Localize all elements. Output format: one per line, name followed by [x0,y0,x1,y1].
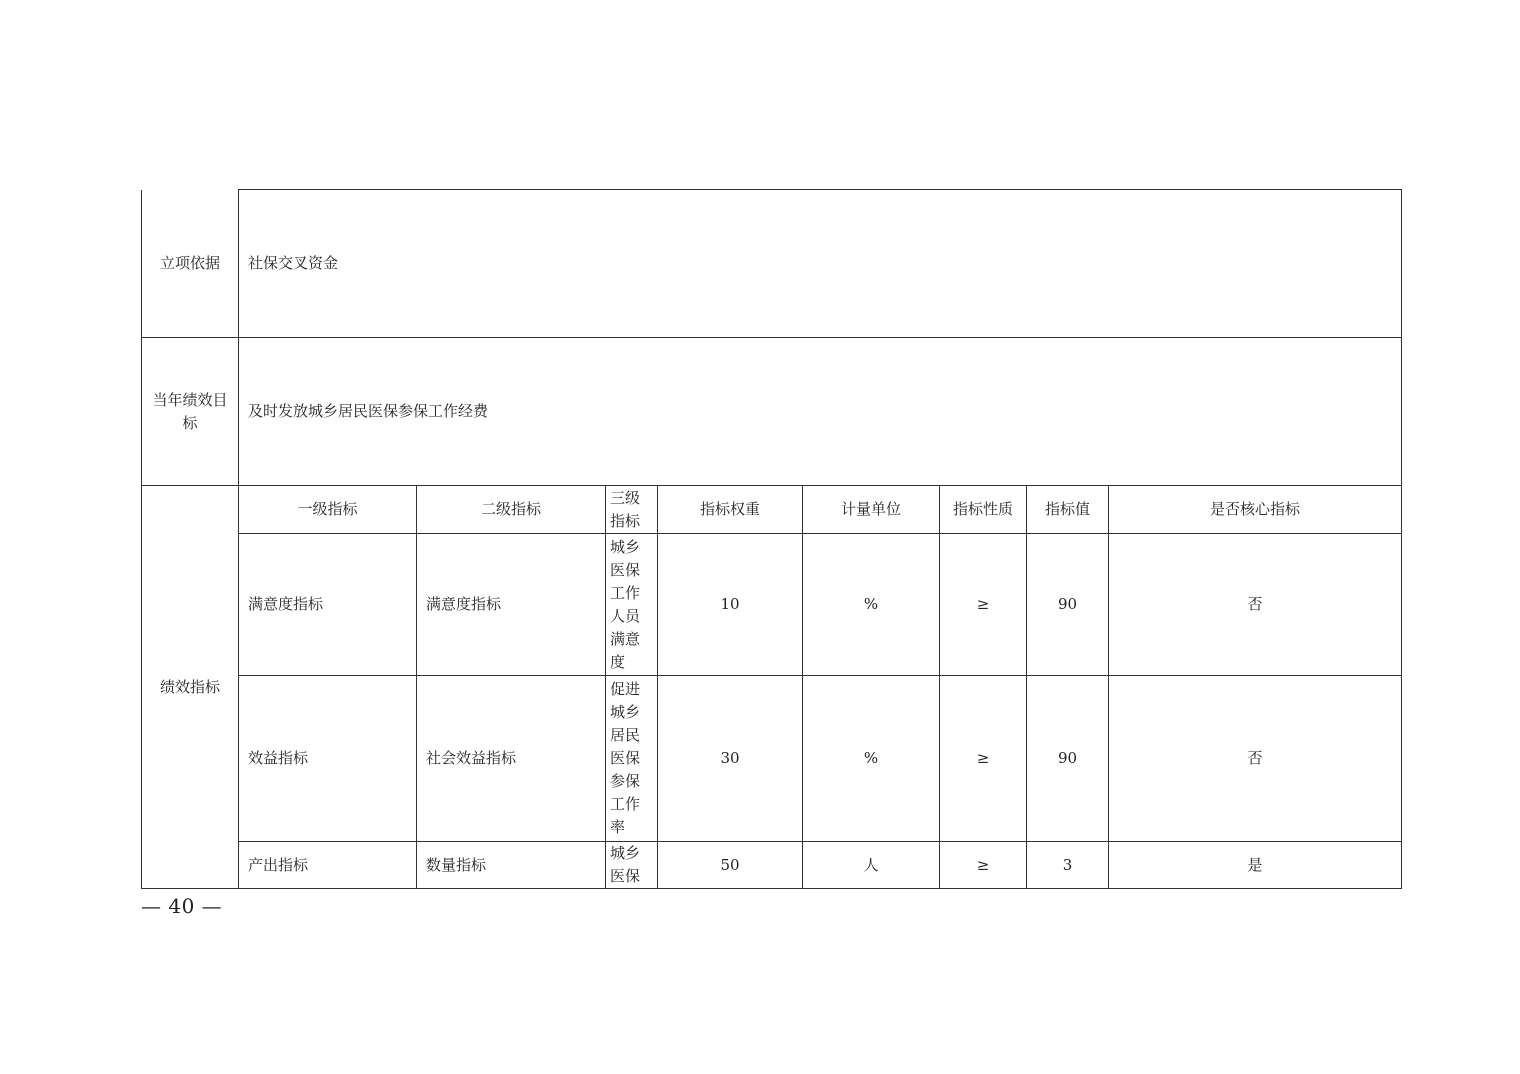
header-level2: 二级指标 [417,486,606,534]
row-core: 否 [1109,534,1402,676]
row-unit: % [803,534,940,676]
row-value: 3 [1027,842,1109,889]
performance-table [141,189,1402,889]
basis-row [142,190,1402,338]
table-row [142,676,1402,842]
row-nature: ≥ [940,842,1027,889]
basis-content: 社保交叉资金 [239,190,1402,338]
row-value: 90 [1027,676,1109,842]
row-level3: 城乡医保 [606,842,658,889]
goal-row [142,338,1402,486]
goal-content: 及时发放城乡居民医保参保工作经费 [239,338,1402,486]
goal-label: 当年绩效目标 [142,338,239,486]
header-unit: 计量单位 [803,486,940,534]
row-nature: ≥ [940,534,1027,676]
table-row [142,842,1402,889]
row-level1: 产出指标 [239,842,417,889]
row-core: 是 [1109,842,1402,889]
header-value: 指标值 [1027,486,1109,534]
row-unit: 人 [803,842,940,889]
row-level3: 城乡医保工作人员满意度 [606,534,658,676]
row-weight: 30 [658,676,803,842]
page-number: — 40 — [141,894,223,918]
row-unit: % [803,676,940,842]
header-level3: 三级指标 [606,486,658,534]
row-level3: 促进城乡居民医保参保工作率 [606,676,658,842]
row-weight: 50 [658,842,803,889]
header-nature: 指标性质 [940,486,1027,534]
row-nature: ≥ [940,676,1027,842]
row-value: 90 [1027,534,1109,676]
row-core: 否 [1109,676,1402,842]
header-level1: 一级指标 [239,486,417,534]
row-level1: 效益指标 [239,676,417,842]
row-level2: 数量指标 [417,842,606,889]
row-weight: 10 [658,534,803,676]
header-weight: 指标权重 [658,486,803,534]
row-level1: 满意度指标 [239,534,417,676]
row-level2: 满意度指标 [417,534,606,676]
indicator-header-row [142,486,1402,534]
table-row [142,534,1402,676]
basis-label: 立项依据 [142,190,239,338]
header-core: 是否核心指标 [1109,486,1402,534]
performance-table-page [141,189,1401,889]
indicators-label: 绩效指标 [142,486,239,889]
row-level2: 社会效益指标 [417,676,606,842]
